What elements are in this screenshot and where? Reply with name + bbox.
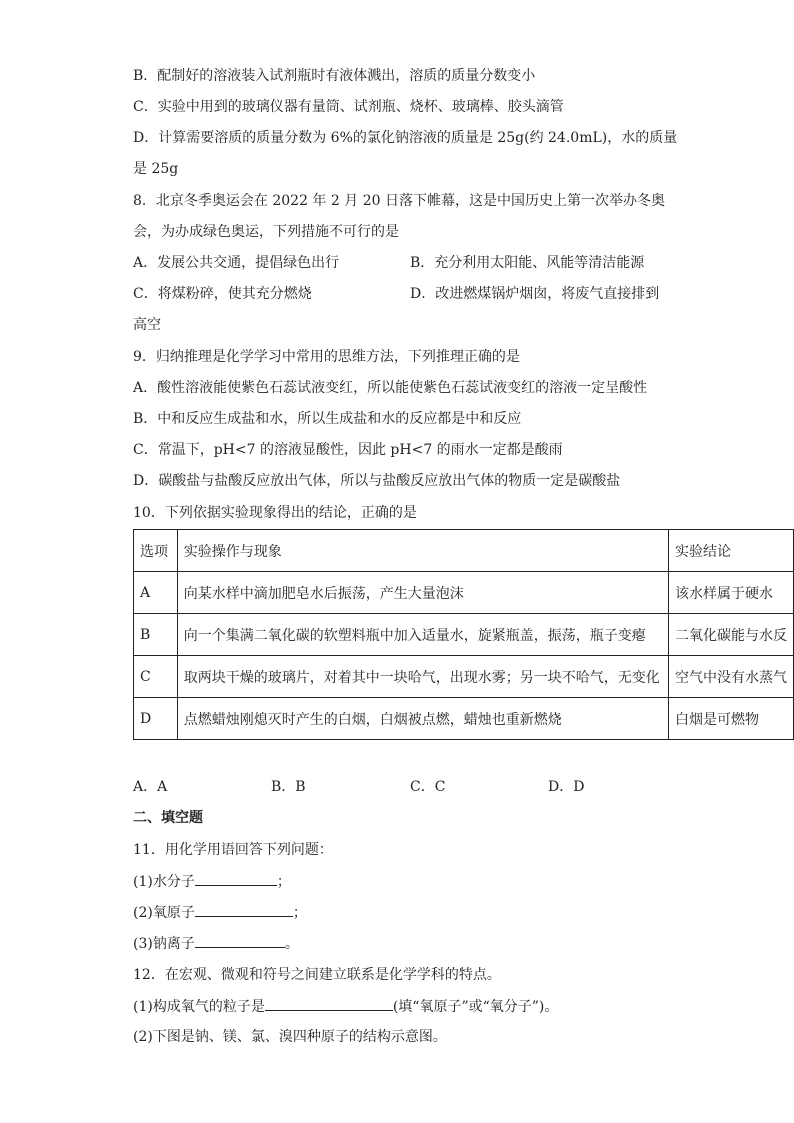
q12-part2: (2)下图是钠、镁、氯、溴四种原子的结构示意图。	[133, 1029, 447, 1045]
q12-stem: 12．在宏观、微观和符号之间建立联系是化学学科的特点。	[133, 967, 501, 983]
table-cell: D	[134, 698, 178, 740]
q8-stem-cont: 会，为办成绿色奥运，下列措施不可行的是	[133, 224, 399, 240]
table-row	[134, 698, 794, 740]
section-title: 二、填空题	[133, 810, 203, 826]
table-header-cell: 选项	[134, 530, 178, 572]
table-cell: A	[134, 572, 178, 614]
q11-part1-end: ；	[276, 874, 291, 890]
q7-option-c: C．实验中用到的玻璃仪器有量筒、试剂瓶、烧杯、玻璃棒、胶头滴管	[133, 99, 564, 115]
q8-option-d: D．改进燃煤锅炉烟囱，将废气直接排到	[410, 286, 660, 302]
table-cell: B	[134, 614, 178, 656]
answer-blank[interactable]	[265, 996, 393, 1011]
answer-blank[interactable]	[195, 871, 277, 886]
table-row	[134, 656, 794, 698]
q8-option-c: C．将煤粉碎，使其充分燃烧	[133, 286, 312, 302]
q7-option-d-cont: 是 25g	[133, 161, 179, 177]
table-cell: 向一个集满二氧化碳的软塑料瓶中加入适量水，旋紧瓶盖，振荡，瓶子变瘪	[177, 614, 668, 656]
q11-part3	[133, 933, 299, 954]
answer-blank[interactable]	[195, 933, 285, 948]
q11-part3-label: (3)钠离子	[133, 936, 195, 952]
table-header-cell: 实验操作与现象	[177, 530, 668, 572]
q10-choice-c: C．C	[410, 779, 446, 795]
table-cell: C	[134, 656, 178, 698]
q12-part1	[133, 996, 558, 1017]
table-row	[134, 572, 794, 614]
table-cell: 二氧化碳能与水反	[668, 614, 793, 656]
q10-table	[133, 529, 794, 740]
q11-part1	[133, 871, 291, 892]
q8-stem: 8．北京冬季奥运会在 2022 年 2 月 20 日落下帷幕，这是中国历史上第一次举办冬奥	[133, 193, 665, 209]
table-cell: 取两块干燥的玻璃片，对着其中一块哈气，出现水雾；另一块不哈气，无变化	[177, 656, 668, 698]
q8-option-b: B．充分利用太阳能、风能等清洁能源	[410, 255, 645, 271]
q12-part1-end: (填“氧原子”或“氧分子”)。	[392, 999, 559, 1015]
table-cell: 向某水样中滴加肥皂水后振荡，产生大量泡沫	[177, 572, 668, 614]
answer-blank[interactable]	[195, 902, 293, 917]
q9-option-c: C．常温下，pH<7 的溶液显酸性，因此 pH<7 的雨水一定都是酸雨	[133, 442, 563, 458]
table-header-cell: 实验结论	[668, 530, 793, 572]
q7-option-b: B．配制好的溶液装入试剂瓶时有液体溅出，溶质的质量分数变小	[133, 68, 536, 84]
table-header-row	[134, 530, 794, 572]
table-cell: 点燃蜡烛刚熄灭时产生的白烟，白烟被点燃，蜡烛也重新燃烧	[177, 698, 668, 740]
table-cell: 空气中没有水蒸气	[668, 656, 793, 698]
q12-part1-label: (1)构成氧气的粒子是	[133, 999, 265, 1015]
q11-part2	[133, 902, 307, 923]
q11-part1-label: (1)水分子	[133, 874, 195, 890]
q10-choice-d: D．D	[548, 779, 585, 795]
q11-stem: 11．用化学用语回答下列问题：	[133, 842, 333, 858]
q10-choice-a: A．A	[133, 779, 168, 795]
q8-option-d-cont: 高空	[133, 317, 161, 333]
table-cell: 白烟是可燃物	[668, 698, 793, 740]
q9-stem: 9．归纳推理是化学学习中常用的思维方法，下列推理正确的是	[133, 349, 520, 365]
q9-option-b: B．中和反应生成盐和水，所以生成盐和水的反应都是中和反应	[133, 411, 522, 427]
q10-choice-b: B．B	[271, 779, 306, 795]
q11-part2-end: ；	[292, 905, 307, 921]
q7-option-d: D．计算需要溶质的质量分数为 6%的氯化钠溶液的质量是 25g(约 24.0mL)，水的质量	[133, 130, 678, 146]
q9-option-d: D．碳酸盐与盐酸反应放出气体，所以与盐酸反应放出气体的物质一定是碳酸盐	[133, 473, 621, 489]
q9-option-a: A．酸性溶液能使紫色石蕊试液变红，所以能使紫色石蕊试液变红的溶液一定呈酸性	[133, 380, 648, 396]
q11-part3-end: 。	[284, 936, 299, 952]
table-cell: 该水样属于硬水	[668, 572, 793, 614]
q8-option-a: A．发展公共交通，提倡绿色出行	[133, 255, 340, 271]
q11-part2-label: (2)氧原子	[133, 905, 195, 921]
q10-stem: 10．下列依据实验现象得出的结论，正确的是	[133, 505, 417, 521]
table-row	[134, 614, 794, 656]
